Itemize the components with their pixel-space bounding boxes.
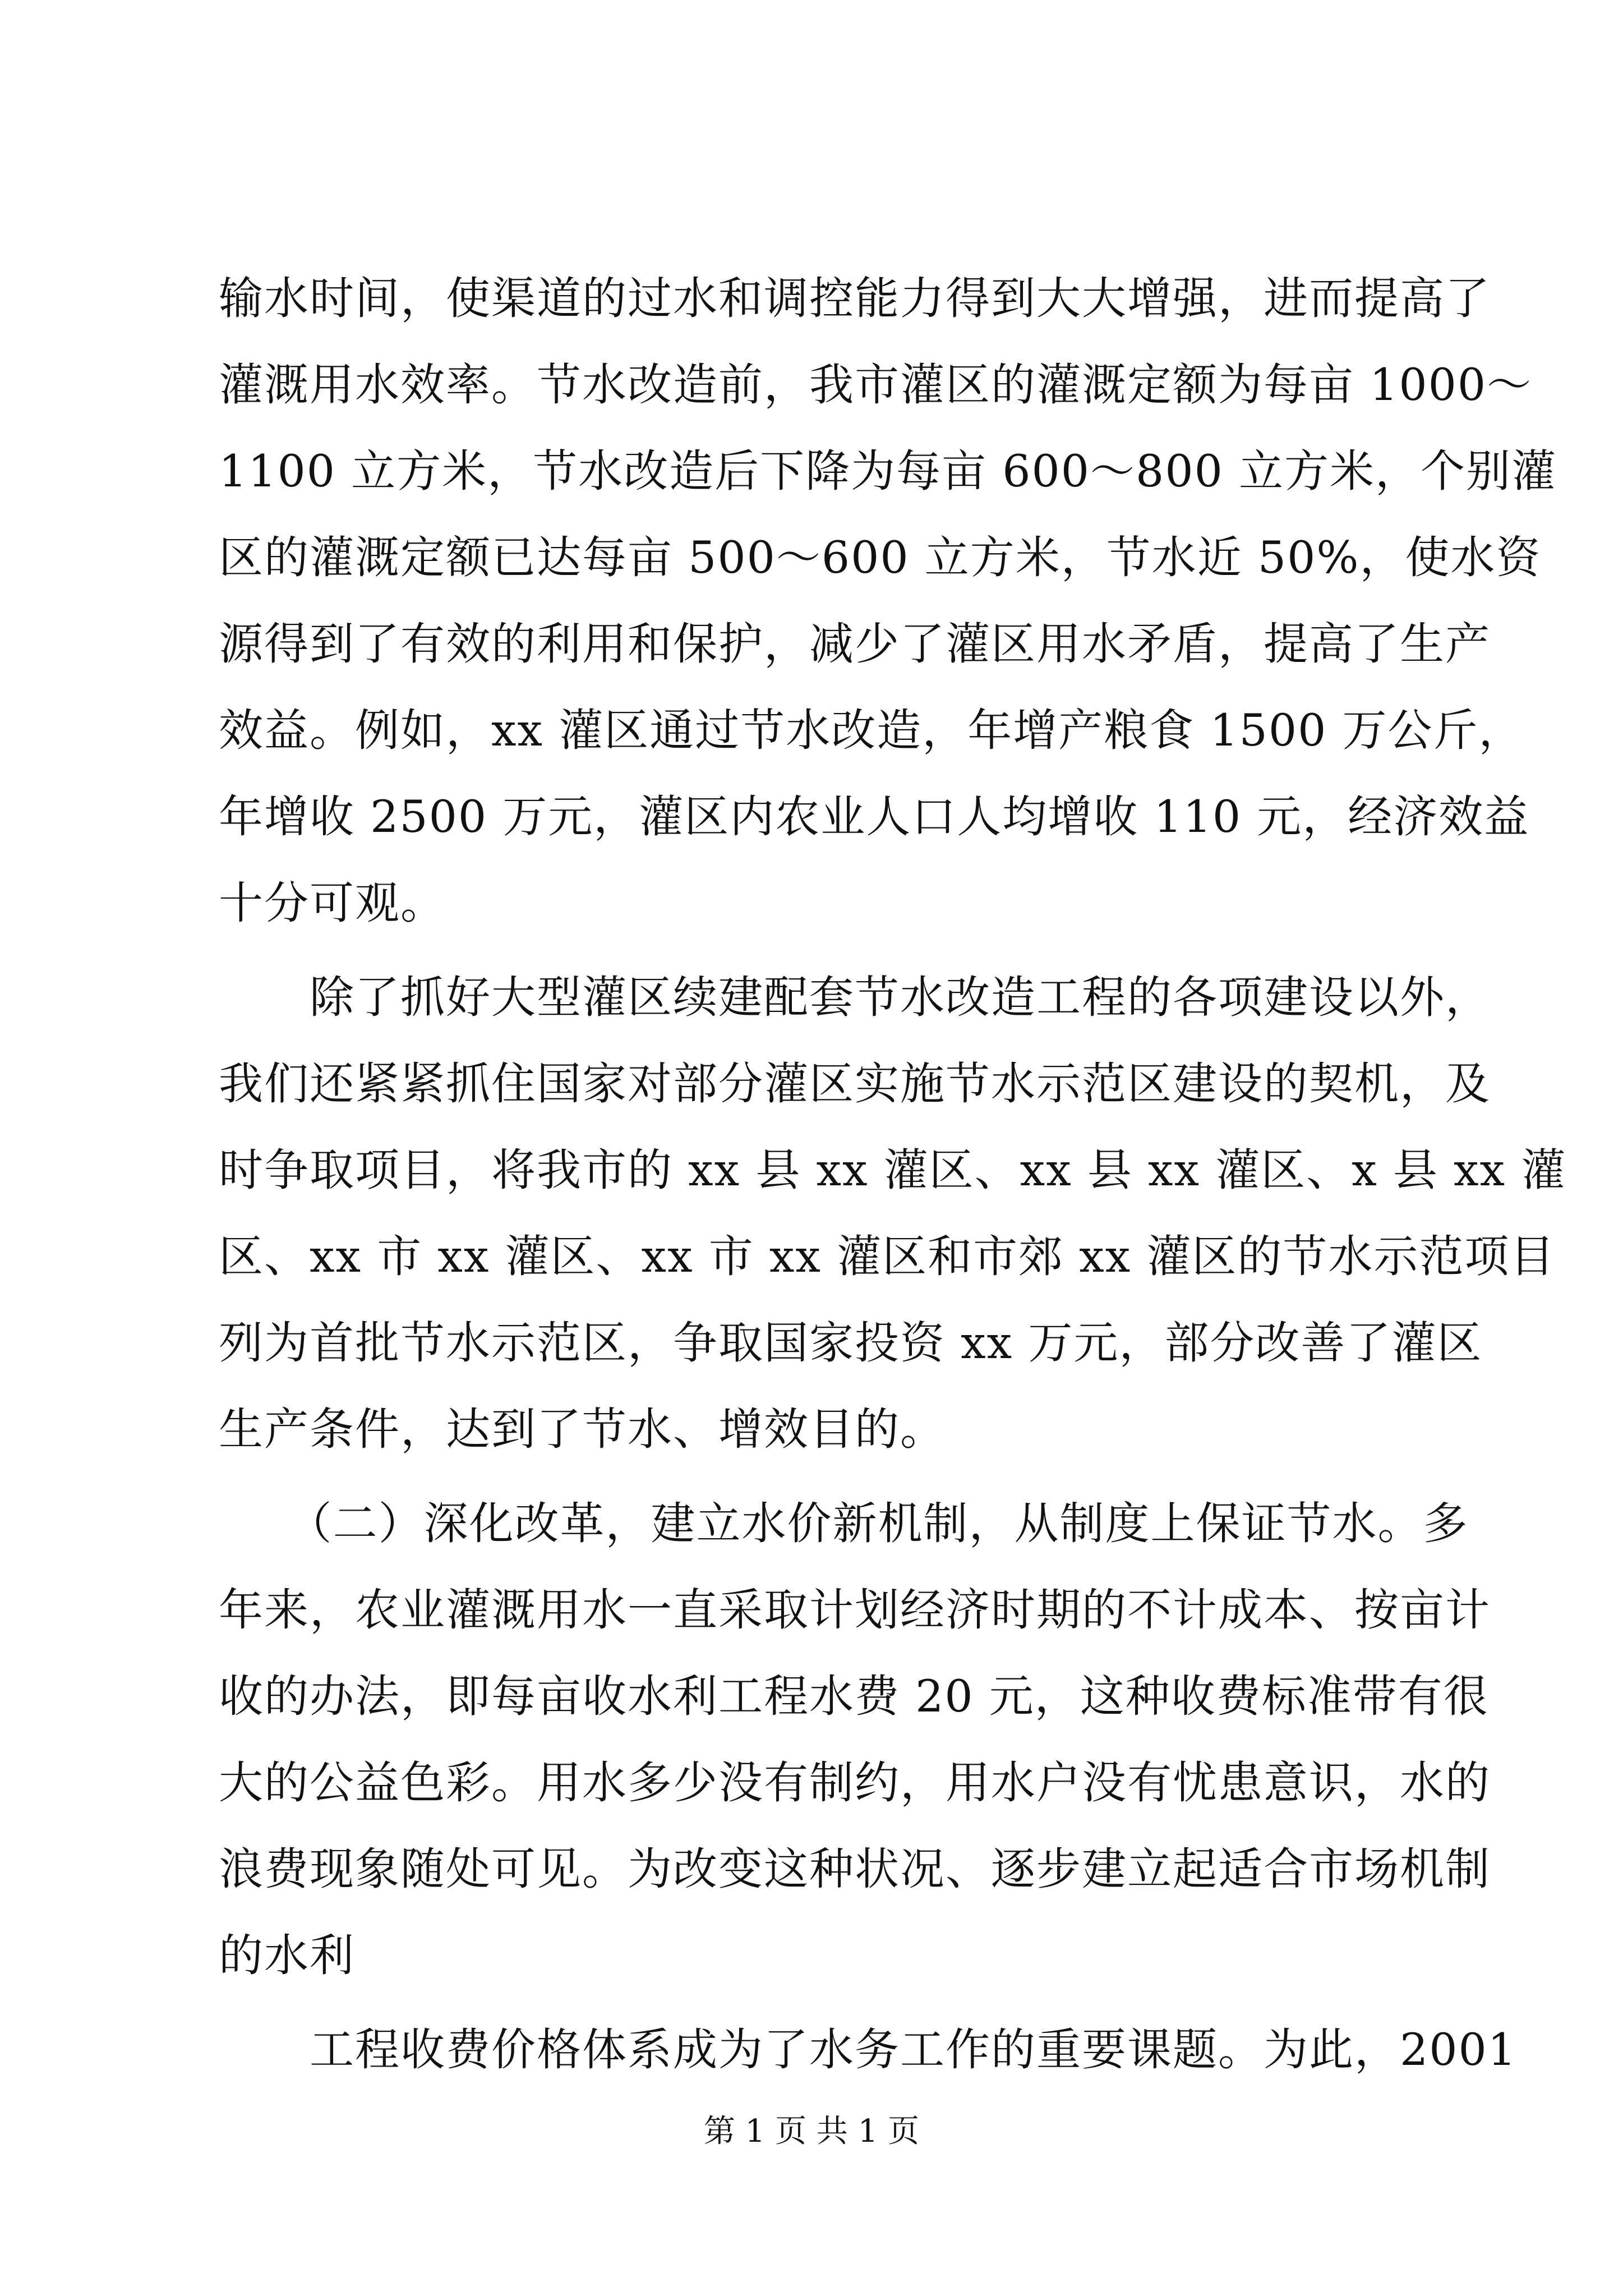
text-line: 1100 立方米，节水改造后下降为每亩 600～800 立方米，个别灌 — [219, 445, 1557, 497]
text-line: 大的公益色彩。用水多少没有制约，用水户没有忧患意识，水的 — [219, 1757, 1491, 1809]
text-line: 收的办法，即每亩收水利工程水费 20 元，这种收费标准带有很 — [219, 1671, 1489, 1722]
text-line: 年来，农业灌溉用水一直采取计划经济时期的不计成本、按亩计 — [219, 1584, 1491, 1636]
text-line: 输水时间，使渠道的过水和调控能力得到大大增强，进而提高了 — [219, 273, 1491, 324]
body-text — [219, 255, 1567, 2093]
text-line: 的水利 — [219, 1930, 355, 1981]
text-line: 我们还紧紧抓住国家对部分灌区实施节水示范区建设的契机，及 — [219, 1058, 1491, 1110]
text-line: 工程收费价格体系成为了水务工作的重要课题。为此，2001 — [219, 2024, 1518, 2076]
text-line: 源得到了有效的利用和保护，减少了灌区用水矛盾，提高了生产 — [219, 618, 1491, 670]
text-line: 浪费现象随处可见。为改变这种状况、逐步建立起适合市场机制 — [219, 1843, 1491, 1895]
text-line: 除了抓好大型灌区续建配套节水改造工程的各项建设以外， — [219, 972, 1491, 1023]
text-line: 时争取项目，将我市的 xx 县 xx 灌区、xx 县 xx 灌区、x 县 xx 灌 — [219, 1144, 1567, 1196]
page-footer: 第 1 页 共 1 页 — [703, 2113, 920, 2150]
text-line: 区、xx 市 xx 灌区、xx 市 xx 灌区和市郊 xx 灌区的节水示范项目 — [219, 1231, 1556, 1282]
text-line: 效益。例如，xx 灌区通过节水改造，年增产粮食 1500 万公斤， — [219, 705, 1524, 756]
text-line: 列为首批节水示范区，争取国家投资 xx 万元，部分改善了灌区 — [219, 1317, 1483, 1369]
text-line: 生产条件，达到了节水、增效目的。 — [219, 1404, 946, 1455]
text-line: 区的灌溉定额已达每亩 500～600 立方米，节水近 50%，使水资 — [219, 532, 1542, 583]
text-line: 灌溉用水效率。节水改造前，我市灌区的灌溉定额为每亩 1000～ — [219, 359, 1533, 411]
text-line: 年增收 2500 万元，灌区内农业人口人均增收 110 元，经济效益 — [219, 791, 1530, 843]
text-line: 十分可观。 — [219, 877, 446, 929]
text-line: （二）深化改革，建立水价新机制，从制度上保证节水。多 — [219, 1498, 1469, 1549]
